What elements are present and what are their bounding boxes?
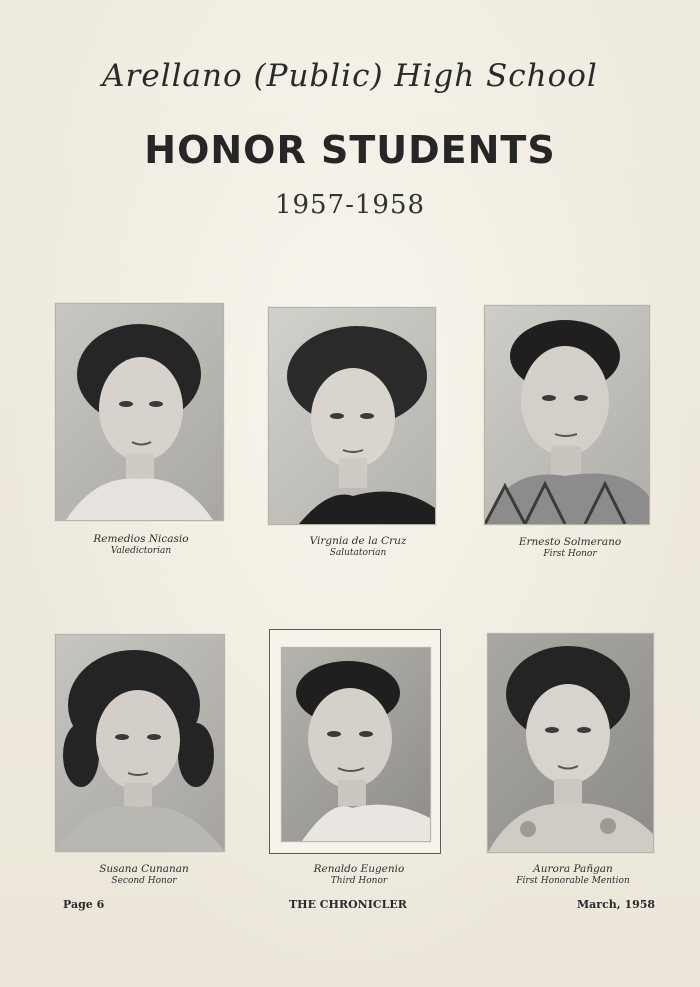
student-name: Renaldo Eugenio [313,863,405,875]
page-number: Page 6 [63,898,105,911]
school-name: Arellano (Public) High School [102,58,598,94]
student-honor: Third Honor [330,876,388,886]
portrait-image [282,648,430,841]
portrait-image [56,635,224,851]
student-photo [487,633,654,853]
student-caption [55,533,227,557]
student-photo [55,634,225,852]
student-honor: First Honor [543,549,597,559]
student-honor: Second Honor [111,876,177,886]
student-honor: First Honorable Mention [516,876,630,886]
issue-date: March, 1958 [577,898,656,911]
portrait-image [485,306,649,524]
page-title: HONOR STUDENTS [144,128,556,172]
student-honor: Salutatorian [329,548,387,558]
school-year: 1957-1958 [274,190,426,220]
portrait-image [488,634,653,852]
student-honor: Valedictorian [110,546,172,556]
student-caption [484,536,656,560]
student-name: Remedios Nicasio [93,533,189,545]
student-photo [281,647,431,842]
student-name: Susana Cunanan [99,863,189,875]
student-name: Ernesto Solmerano [518,536,622,548]
student-name: Aurora Pañgan [533,863,613,875]
portrait-image [56,304,223,520]
portrait-image [269,308,435,524]
publication-name: THE CHRONICLER [289,898,407,911]
student-caption [269,863,449,887]
student-caption [268,535,448,559]
student-photo [268,307,436,525]
student-photo [55,303,224,521]
student-photo [484,305,650,525]
student-name: Virgnia de la Cruz [309,535,407,547]
student-caption [485,863,661,887]
student-caption [55,863,233,887]
